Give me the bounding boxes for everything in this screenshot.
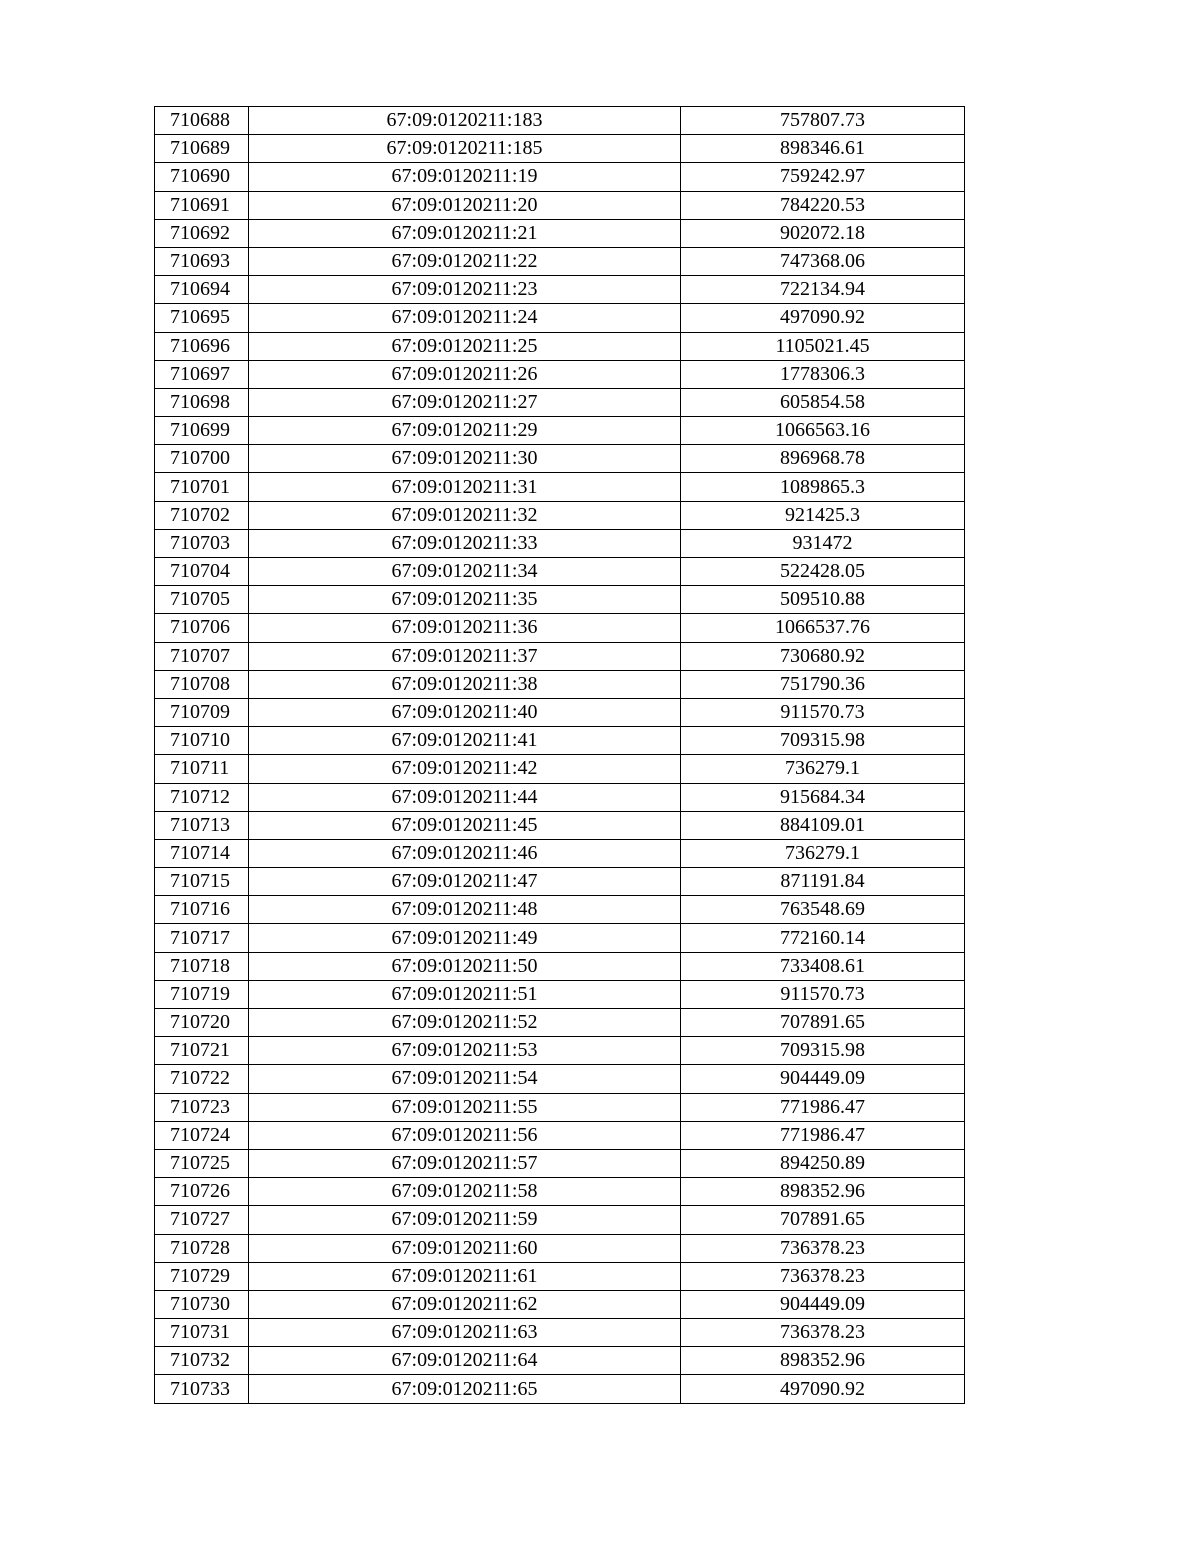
table-row xyxy=(155,529,965,557)
row-number-cell: 710696 xyxy=(155,332,249,360)
cadastral-number-cell: 67:09:0120211:54 xyxy=(249,1065,681,1093)
row-number-cell: 710721 xyxy=(155,1037,249,1065)
row-number-cell: 710732 xyxy=(155,1347,249,1375)
cadastral-number-cell: 67:09:0120211:64 xyxy=(249,1347,681,1375)
table-row xyxy=(155,924,965,952)
table-row xyxy=(155,219,965,247)
table-row xyxy=(155,1262,965,1290)
cadastral-number-cell: 67:09:0120211:29 xyxy=(249,417,681,445)
cadastral-number-cell: 67:09:0120211:53 xyxy=(249,1037,681,1065)
cadastral-number-cell: 67:09:0120211:60 xyxy=(249,1234,681,1262)
value-cell: 509510.88 xyxy=(681,586,965,614)
cadastral-number-cell: 67:09:0120211:24 xyxy=(249,304,681,332)
row-number-cell: 710699 xyxy=(155,417,249,445)
row-number-cell: 710730 xyxy=(155,1290,249,1318)
row-number-cell: 710719 xyxy=(155,980,249,1008)
value-cell: 736279.1 xyxy=(681,839,965,867)
cadastral-number-cell: 67:09:0120211:32 xyxy=(249,501,681,529)
cadastral-number-cell: 67:09:0120211:65 xyxy=(249,1375,681,1403)
value-cell: 921425.3 xyxy=(681,501,965,529)
value-cell: 736279.1 xyxy=(681,755,965,783)
value-cell: 915684.34 xyxy=(681,783,965,811)
table-row xyxy=(155,1206,965,1234)
table-row xyxy=(155,1149,965,1177)
cadastral-number-cell: 67:09:0120211:41 xyxy=(249,727,681,755)
value-cell: 751790.36 xyxy=(681,670,965,698)
cadastral-number-cell: 67:09:0120211:40 xyxy=(249,698,681,726)
value-cell: 497090.92 xyxy=(681,304,965,332)
row-number-cell: 710717 xyxy=(155,924,249,952)
row-number-cell: 710724 xyxy=(155,1121,249,1149)
cadastral-number-cell: 67:09:0120211:59 xyxy=(249,1206,681,1234)
row-number-cell: 710710 xyxy=(155,727,249,755)
row-number-cell: 710720 xyxy=(155,1009,249,1037)
row-number-cell: 710729 xyxy=(155,1262,249,1290)
row-number-cell: 710711 xyxy=(155,755,249,783)
value-cell: 898346.61 xyxy=(681,135,965,163)
row-number-cell: 710731 xyxy=(155,1319,249,1347)
row-number-cell: 710708 xyxy=(155,670,249,698)
table-row xyxy=(155,276,965,304)
table-row xyxy=(155,586,965,614)
row-number-cell: 710713 xyxy=(155,811,249,839)
value-cell: 902072.18 xyxy=(681,219,965,247)
value-cell: 1066563.16 xyxy=(681,417,965,445)
table-row xyxy=(155,445,965,473)
cadastral-number-cell: 67:09:0120211:22 xyxy=(249,247,681,275)
value-cell: 730680.92 xyxy=(681,642,965,670)
cadastral-number-cell: 67:09:0120211:47 xyxy=(249,868,681,896)
table-row xyxy=(155,1121,965,1149)
row-number-cell: 710702 xyxy=(155,501,249,529)
cadastral-number-cell: 67:09:0120211:57 xyxy=(249,1149,681,1177)
table-row xyxy=(155,811,965,839)
table-row xyxy=(155,1178,965,1206)
value-cell: 911570.73 xyxy=(681,698,965,726)
table-row xyxy=(155,501,965,529)
cadastral-number-cell: 67:09:0120211:63 xyxy=(249,1319,681,1347)
value-cell: 707891.65 xyxy=(681,1206,965,1234)
row-number-cell: 710694 xyxy=(155,276,249,304)
table-row xyxy=(155,163,965,191)
cadastral-number-cell: 67:09:0120211:46 xyxy=(249,839,681,867)
value-cell: 763548.69 xyxy=(681,896,965,924)
row-number-cell: 710727 xyxy=(155,1206,249,1234)
row-number-cell: 710707 xyxy=(155,642,249,670)
table-row xyxy=(155,1234,965,1262)
cadastral-number-cell: 67:09:0120211:44 xyxy=(249,783,681,811)
cadastral-number-cell: 67:09:0120211:35 xyxy=(249,586,681,614)
table-row xyxy=(155,868,965,896)
cadastral-number-cell: 67:09:0120211:25 xyxy=(249,332,681,360)
row-number-cell: 710726 xyxy=(155,1178,249,1206)
row-number-cell: 710692 xyxy=(155,219,249,247)
table-row xyxy=(155,417,965,445)
value-cell: 896968.78 xyxy=(681,445,965,473)
row-number-cell: 710705 xyxy=(155,586,249,614)
value-cell: 771986.47 xyxy=(681,1093,965,1121)
table-row xyxy=(155,727,965,755)
value-cell: 759242.97 xyxy=(681,163,965,191)
table-row xyxy=(155,1065,965,1093)
value-cell: 894250.89 xyxy=(681,1149,965,1177)
table-row xyxy=(155,1093,965,1121)
row-number-cell: 710700 xyxy=(155,445,249,473)
value-cell: 522428.05 xyxy=(681,558,965,586)
table-row xyxy=(155,1009,965,1037)
value-cell: 736378.23 xyxy=(681,1262,965,1290)
row-number-cell: 710712 xyxy=(155,783,249,811)
cadastral-number-cell: 67:09:0120211:61 xyxy=(249,1262,681,1290)
value-cell: 709315.98 xyxy=(681,1037,965,1065)
row-number-cell: 710695 xyxy=(155,304,249,332)
cadastral-number-cell: 67:09:0120211:34 xyxy=(249,558,681,586)
value-cell: 904449.09 xyxy=(681,1290,965,1318)
table-row xyxy=(155,952,965,980)
cadastral-number-cell: 67:09:0120211:55 xyxy=(249,1093,681,1121)
value-cell: 747368.06 xyxy=(681,247,965,275)
value-cell: 736378.23 xyxy=(681,1234,965,1262)
row-number-cell: 710688 xyxy=(155,107,249,135)
table-row xyxy=(155,191,965,219)
table-row xyxy=(155,670,965,698)
table-row xyxy=(155,1347,965,1375)
value-cell: 605854.58 xyxy=(681,388,965,416)
row-number-cell: 710733 xyxy=(155,1375,249,1403)
value-cell: 722134.94 xyxy=(681,276,965,304)
cadastral-number-cell: 67:09:0120211:51 xyxy=(249,980,681,1008)
row-number-cell: 710706 xyxy=(155,614,249,642)
cadastral-number-cell: 67:09:0120211:62 xyxy=(249,1290,681,1318)
row-number-cell: 710690 xyxy=(155,163,249,191)
table-row xyxy=(155,1375,965,1403)
cadastral-number-cell: 67:09:0120211:36 xyxy=(249,614,681,642)
row-number-cell: 710715 xyxy=(155,868,249,896)
cadastral-number-cell: 67:09:0120211:48 xyxy=(249,896,681,924)
table-row xyxy=(155,642,965,670)
cadastral-number-cell: 67:09:0120211:23 xyxy=(249,276,681,304)
cadastral-number-cell: 67:09:0120211:21 xyxy=(249,219,681,247)
row-number-cell: 710709 xyxy=(155,698,249,726)
row-number-cell: 710703 xyxy=(155,529,249,557)
cadastral-number-cell: 67:09:0120211:49 xyxy=(249,924,681,952)
value-cell: 733408.61 xyxy=(681,952,965,980)
table-row xyxy=(155,614,965,642)
cadastral-number-cell: 67:09:0120211:26 xyxy=(249,360,681,388)
row-number-cell: 710698 xyxy=(155,388,249,416)
value-cell: 871191.84 xyxy=(681,868,965,896)
row-number-cell: 710725 xyxy=(155,1149,249,1177)
value-cell: 736378.23 xyxy=(681,1319,965,1347)
table-row xyxy=(155,247,965,275)
value-cell: 784220.53 xyxy=(681,191,965,219)
table-row xyxy=(155,473,965,501)
row-number-cell: 710701 xyxy=(155,473,249,501)
value-cell: 1089865.3 xyxy=(681,473,965,501)
cadastral-number-cell: 67:09:0120211:45 xyxy=(249,811,681,839)
table-row xyxy=(155,1290,965,1318)
cadastral-number-cell: 67:09:0120211:19 xyxy=(249,163,681,191)
value-cell: 497090.92 xyxy=(681,1375,965,1403)
table-row xyxy=(155,896,965,924)
table-row xyxy=(155,107,965,135)
cadastral-number-cell: 67:09:0120211:50 xyxy=(249,952,681,980)
value-cell: 707891.65 xyxy=(681,1009,965,1037)
value-cell: 1066537.76 xyxy=(681,614,965,642)
value-cell: 931472 xyxy=(681,529,965,557)
cadastral-number-cell: 67:09:0120211:33 xyxy=(249,529,681,557)
table-body xyxy=(155,107,965,1404)
table-row xyxy=(155,388,965,416)
table-row xyxy=(155,980,965,1008)
row-number-cell: 710689 xyxy=(155,135,249,163)
row-number-cell: 710693 xyxy=(155,247,249,275)
table-row xyxy=(155,360,965,388)
value-cell: 884109.01 xyxy=(681,811,965,839)
cadastral-number-cell: 67:09:0120211:56 xyxy=(249,1121,681,1149)
value-cell: 904449.09 xyxy=(681,1065,965,1093)
cadastral-number-cell: 67:09:0120211:185 xyxy=(249,135,681,163)
table-row xyxy=(155,698,965,726)
cadastral-number-cell: 67:09:0120211:31 xyxy=(249,473,681,501)
row-number-cell: 710691 xyxy=(155,191,249,219)
table-row xyxy=(155,839,965,867)
data-table xyxy=(154,106,965,1404)
row-number-cell: 710714 xyxy=(155,839,249,867)
value-cell: 1105021.45 xyxy=(681,332,965,360)
cadastral-number-cell: 67:09:0120211:20 xyxy=(249,191,681,219)
value-cell: 898352.96 xyxy=(681,1347,965,1375)
table-row xyxy=(155,783,965,811)
cadastral-number-cell: 67:09:0120211:38 xyxy=(249,670,681,698)
table-row xyxy=(155,755,965,783)
table-row xyxy=(155,558,965,586)
cadastral-number-cell: 67:09:0120211:27 xyxy=(249,388,681,416)
value-cell: 757807.73 xyxy=(681,107,965,135)
table-row xyxy=(155,304,965,332)
value-cell: 911570.73 xyxy=(681,980,965,1008)
table-row xyxy=(155,135,965,163)
row-number-cell: 710697 xyxy=(155,360,249,388)
value-cell: 771986.47 xyxy=(681,1121,965,1149)
table-row xyxy=(155,332,965,360)
cadastral-number-cell: 67:09:0120211:37 xyxy=(249,642,681,670)
table-row xyxy=(155,1319,965,1347)
value-cell: 1778306.3 xyxy=(681,360,965,388)
row-number-cell: 710723 xyxy=(155,1093,249,1121)
row-number-cell: 710722 xyxy=(155,1065,249,1093)
table-row xyxy=(155,1037,965,1065)
cadastral-number-cell: 67:09:0120211:30 xyxy=(249,445,681,473)
row-number-cell: 710718 xyxy=(155,952,249,980)
cadastral-number-cell: 67:09:0120211:183 xyxy=(249,107,681,135)
row-number-cell: 710728 xyxy=(155,1234,249,1262)
cadastral-number-cell: 67:09:0120211:52 xyxy=(249,1009,681,1037)
value-cell: 898352.96 xyxy=(681,1178,965,1206)
row-number-cell: 710716 xyxy=(155,896,249,924)
row-number-cell: 710704 xyxy=(155,558,249,586)
value-cell: 709315.98 xyxy=(681,727,965,755)
value-cell: 772160.14 xyxy=(681,924,965,952)
cadastral-number-cell: 67:09:0120211:42 xyxy=(249,755,681,783)
cadastral-number-cell: 67:09:0120211:58 xyxy=(249,1178,681,1206)
